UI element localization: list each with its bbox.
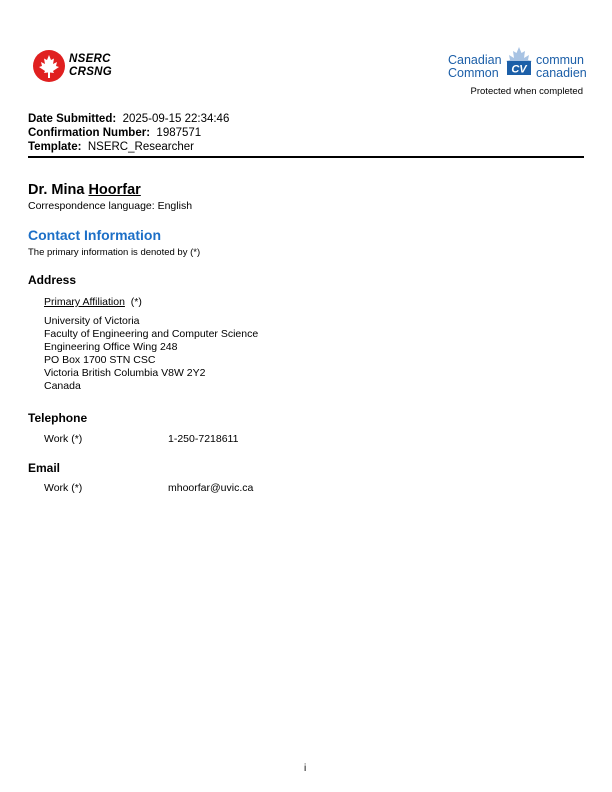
primary-affiliation-label: Primary Affiliation [44,296,125,308]
ccv-leaf-icon [502,46,536,82]
header-divider [28,156,584,158]
nserc-wordmark [69,53,112,78]
date-submitted [28,112,229,126]
primary-affiliation-marker: (*) [130,296,142,308]
email-label: Work (*) [44,482,83,494]
person-prefix: Dr. Mina [28,182,85,198]
nserc-line1: NSERC [69,53,111,65]
ccv-mark-text: CV [511,63,527,76]
address-block [44,315,258,393]
address-line: Canada [44,380,81,392]
ccv-word-common: Common [448,66,499,80]
address-line: Faculty of Engineering and Computer Science [44,328,259,340]
ccv-word-canadian: Canadian [448,53,502,67]
confirmation-number-label: Confirmation Number: [28,127,151,139]
confirmation-number-value: 1987571 [156,127,202,139]
telephone-label: Work (*) [44,433,83,445]
email-heading: Email [28,461,61,475]
protected-notice: Protected when completed [470,86,583,97]
ccv-logo [446,46,586,86]
address-line: PO Box 1700 STN CSC [44,354,156,366]
page-number: i [304,763,307,774]
address-line: Engineering Office Wing 248 [44,341,178,353]
nserc-line2: CRSNG [69,65,113,78]
correspondence-language: Correspondence language: English [28,200,193,212]
ccv-word-commun: commun [536,53,584,67]
person-name [28,182,141,198]
nserc-logo [32,49,122,83]
address-heading: Address [28,273,77,287]
address-line: Victoria British Columbia V8W 2Y2 [44,367,206,379]
confirmation-number [28,126,201,140]
ccv-word-canadien: canadien [536,66,587,80]
email-value: mhoorfar@uvic.ca [168,482,254,494]
date-submitted-label: Date Submitted: [28,113,117,125]
date-submitted-value: 2025-09-15 22:34:46 [122,113,230,125]
primary-affiliation [44,296,142,309]
telephone-heading: Telephone [28,411,88,425]
primary-note: The primary information is denoted by (*) [28,247,201,258]
maple-leaf-icon [32,49,66,83]
template-label: Template: [28,141,82,153]
section-title: Contact Information [28,227,161,243]
person-surname: Hoorfar [88,182,141,198]
template [28,140,194,154]
address-line: University of Victoria [44,315,140,327]
template-value: NSERC_Researcher [87,141,194,153]
telephone-value: 1-250-7218611 [168,433,239,445]
